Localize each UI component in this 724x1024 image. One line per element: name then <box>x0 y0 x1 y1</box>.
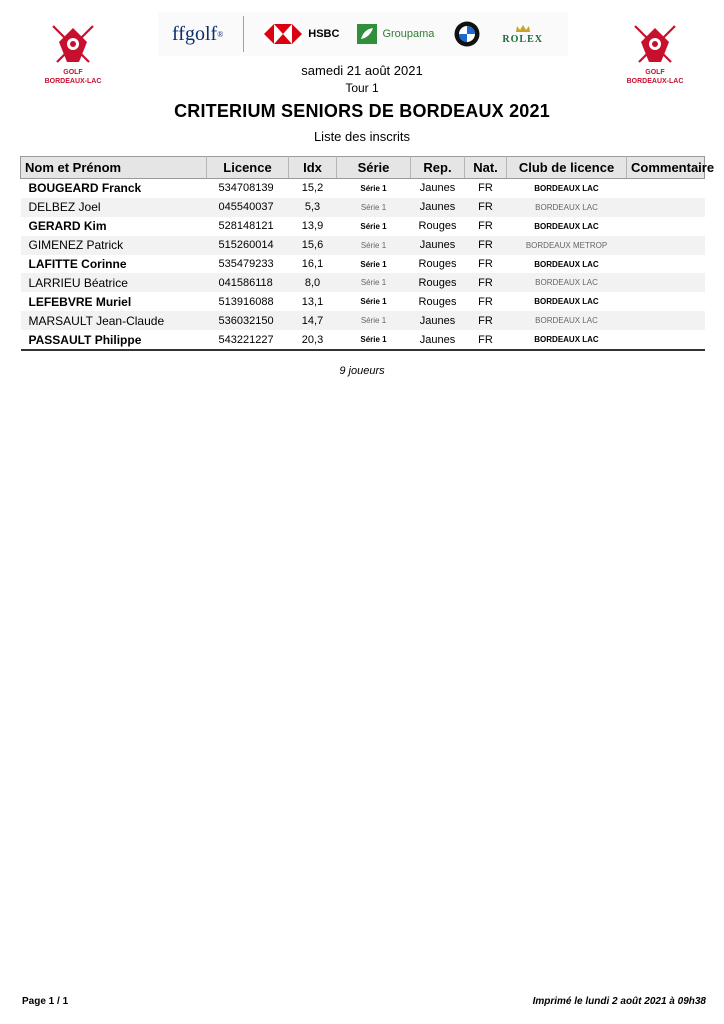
player-licence: 536032150 <box>207 311 289 330</box>
table-row <box>21 179 705 198</box>
registrants-table <box>20 156 715 351</box>
player-serie: Série 1 <box>337 236 411 255</box>
table-row <box>21 292 705 311</box>
player-tee: Rouges <box>418 295 457 308</box>
player-comment <box>627 198 705 217</box>
player-club: BORDEAUX LAC <box>534 297 599 307</box>
player-name: GIMENEZ Patrick <box>21 236 207 255</box>
player-name: BOUGEARD Franck <box>28 181 142 196</box>
player-serie: Série 1 <box>360 259 387 269</box>
player-club: BORDEAUX LAC <box>534 221 599 231</box>
player-serie: Série 1 <box>337 198 411 217</box>
player-club: BORDEAUX METROP <box>507 236 627 255</box>
player-club: BORDEAUX LAC <box>507 311 627 330</box>
player-licence: 535479233 <box>218 258 274 270</box>
player-count: 9 joueurs <box>339 365 385 377</box>
player-club: BORDEAUX LAC <box>507 273 627 292</box>
table-row <box>21 273 705 292</box>
player-nationality: FR <box>478 220 493 233</box>
player-comment <box>627 217 705 236</box>
golf-crest-icon <box>627 22 683 68</box>
player-serie: Série 1 <box>360 183 387 193</box>
player-tee: Jaunes <box>411 198 465 217</box>
golf-crest-icon <box>45 22 101 68</box>
event-date: samedi 21 août 2021 <box>301 63 423 78</box>
print-date: Imprimé le lundi 2 août 2021 à 09h38 <box>532 996 706 1007</box>
player-name: LAFITTE Corinne <box>28 257 127 271</box>
groupama-text: Groupama <box>382 28 435 40</box>
rolex-crown-icon <box>515 24 531 34</box>
player-index: 20,3 <box>289 330 337 350</box>
player-tee: Jaunes <box>411 311 465 330</box>
sponsor-band <box>158 12 568 56</box>
player-nationality: FR <box>465 198 507 217</box>
col-header-comment: Commentaire <box>627 157 705 179</box>
player-tee: Rouges <box>418 220 457 233</box>
player-index: 13,9 <box>301 220 324 233</box>
player-serie: Série 1 <box>360 297 387 307</box>
hsbc-hexagon-icon <box>264 24 302 44</box>
player-name: LARRIEU Béatrice <box>21 273 207 292</box>
player-comment <box>627 236 705 255</box>
player-tee: Rouges <box>418 258 457 270</box>
player-tee: Jaunes <box>411 236 465 255</box>
ffgolf-text: ffgolf <box>172 22 218 45</box>
groupama-leaf-icon <box>357 24 377 44</box>
player-comment <box>627 311 705 330</box>
table-row <box>21 236 705 255</box>
player-index: 15,6 <box>289 236 337 255</box>
page-number: Page 1 / 1 <box>22 996 69 1007</box>
event-round: Tour 1 <box>345 81 379 95</box>
player-licence: 515260014 <box>207 236 289 255</box>
club-logo-line1: GOLF <box>63 69 83 76</box>
player-index: 8,0 <box>289 273 337 292</box>
rolex-logo <box>502 24 543 45</box>
player-index: 14,7 <box>289 311 337 330</box>
hsbc-logo <box>264 24 339 44</box>
player-licence: 045540037 <box>207 198 289 217</box>
table-row <box>21 198 705 217</box>
col-header-nat: Nat. <box>465 157 507 179</box>
player-nationality: FR <box>478 295 493 308</box>
player-club: BORDEAUX LAC <box>534 259 599 269</box>
sponsor-divider <box>243 16 244 52</box>
player-nationality: FR <box>465 311 507 330</box>
col-header-club: Club de licence <box>507 157 627 179</box>
col-header-idx: Idx <box>289 157 337 179</box>
player-comment <box>627 179 705 198</box>
col-header-name: Nom et Prénom <box>21 157 207 179</box>
player-serie: Série 1 <box>337 273 411 292</box>
player-serie: Série 1 <box>337 330 411 350</box>
player-nationality: FR <box>465 330 507 350</box>
hsbc-text: HSBC <box>308 28 340 40</box>
player-comment <box>627 255 705 274</box>
club-logo-line2: BORDEAUX-LAC <box>44 78 102 85</box>
player-licence: 543221227 <box>207 330 289 350</box>
player-licence: 528148121 <box>218 220 274 233</box>
ffgolf-mark: ® <box>217 29 224 39</box>
ffgolf-logo <box>172 23 223 46</box>
rolex-text: ROLEX <box>502 33 543 45</box>
table-row <box>21 311 705 330</box>
player-comment <box>627 292 705 311</box>
player-tee: Rouges <box>411 273 465 292</box>
player-name: DELBEZ Joel <box>21 198 207 217</box>
player-index: 16,1 <box>301 258 324 270</box>
player-comment <box>627 330 705 350</box>
player-name: LEFEBVRE Muriel <box>28 294 132 309</box>
player-nationality: FR <box>465 236 507 255</box>
player-club: BORDEAUX LAC <box>507 330 627 350</box>
player-licence: 534708139 <box>218 182 274 195</box>
col-header-serie: Série <box>337 157 411 179</box>
table-row <box>21 330 705 350</box>
page-title: CRITERIUM SENIORS DE BORDEAUX 2021 <box>174 101 550 121</box>
player-nationality: FR <box>478 258 493 270</box>
player-comment <box>627 273 705 292</box>
player-club: BORDEAUX LAC <box>507 198 627 217</box>
player-index: 13,1 <box>301 295 324 308</box>
player-name: GERARD Kim <box>28 219 107 234</box>
player-serie: Série 1 <box>337 311 411 330</box>
player-name: PASSAULT Philippe <box>21 330 207 350</box>
player-index: 15,2 <box>301 182 324 195</box>
player-name: MARSAULT Jean-Claude <box>21 311 207 330</box>
page-subtitle: Liste des inscrits <box>313 129 411 144</box>
club-logo-line2: BORDEAUX-LAC <box>626 78 684 85</box>
club-logo-line1: GOLF <box>645 69 665 76</box>
bmw-roundel-icon <box>454 21 480 47</box>
bmw-logo <box>454 21 480 47</box>
player-club: BORDEAUX LAC <box>534 183 599 193</box>
player-index: 5,3 <box>289 198 337 217</box>
table-row <box>21 255 705 274</box>
player-nationality: FR <box>465 273 507 292</box>
player-nationality: FR <box>478 182 493 195</box>
table-header-row <box>21 157 705 179</box>
groupama-logo <box>357 24 434 44</box>
player-licence: 513916088 <box>218 295 274 308</box>
col-header-rep: Rep. <box>411 157 465 179</box>
col-header-licence: Licence <box>207 157 289 179</box>
player-serie: Série 1 <box>360 221 387 231</box>
player-licence: 041586118 <box>207 273 289 292</box>
table-row <box>21 217 705 236</box>
player-tee: Jaunes <box>419 182 456 195</box>
player-tee: Jaunes <box>411 330 465 350</box>
